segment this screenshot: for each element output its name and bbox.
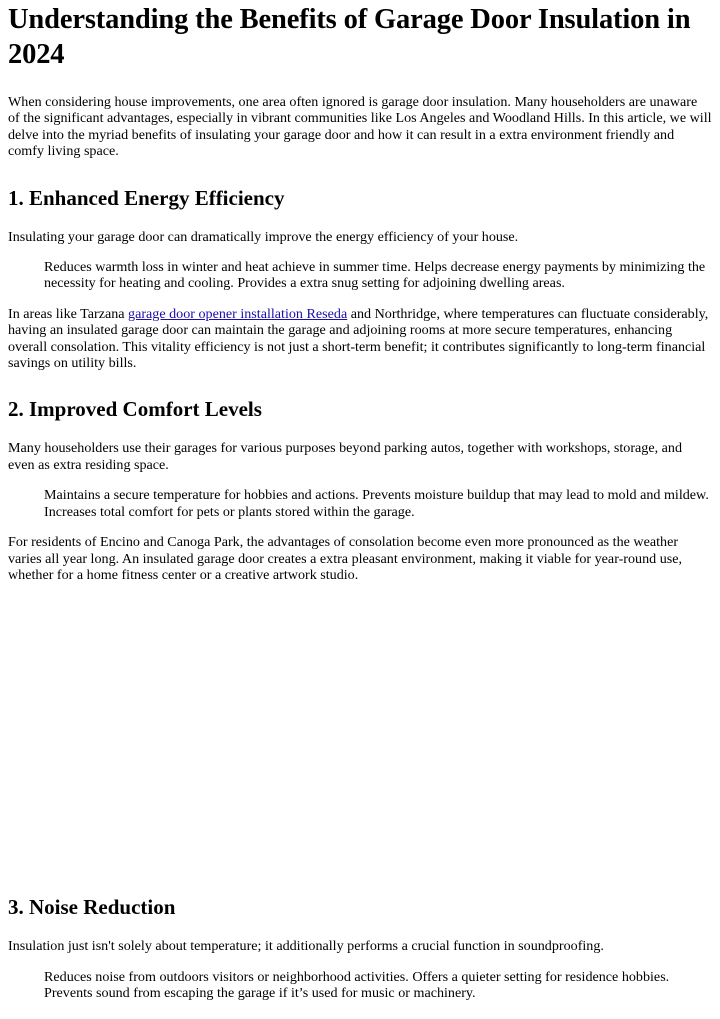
section-heading-energy-efficiency: 1. Enhanced Energy Efficiency [8, 185, 285, 210]
article [0, 2, 720, 1002]
section-lead: Insulation just isn't solely about temperature; it additionally performs a crucial function in soundproofing. [8, 938, 604, 955]
section-body: For residents of Encino and Canoga Park, the advantages of consolation become even more pronounced as the weather varies all year long. An insulated garage door creates a extra pleasant environment, making it viable for year-round use, whether for a home fitness center or a creative artwork studio. [8, 534, 683, 583]
body-text-before-link: In areas like Tarzana [8, 305, 129, 322]
section-heading-comfort: 2. Improved Comfort Levels [8, 397, 262, 422]
article-title: Understanding the Benefits of Garage Door Insulation in 2024 [8, 4, 691, 70]
section-quote: Reduces warmth loss in winter and heat achieve in summer time. Helps decrease energy payments by minimizing the necessity for heating and cooling. Provides a extra snug setting for adjoining dwelling areas. [44, 259, 706, 292]
intro-paragraph: When considering house improvements, one area often ignored is garage door insulation. Many householders are unaware of the significant advantages, especially in vibrant communities like Los Angeles and Woodland Hills. In this article, we will delve into the myriad benefits of insulating your garage door and how it can result in a extra environment friendly and comfy living space. [8, 94, 712, 160]
section-quote: Reduces noise from outdoors visitors or neighborhood activities. Offers a quieter setting for residence hobbies. Prevents sound from escaping the garage if it’s used for music or machinery. [44, 968, 670, 1002]
section-lead: Insulating your garage door can dramatically improve the energy efficiency of your house. [8, 228, 519, 245]
section-lead: Many householders use their garages for various purposes beyond parking autos, together with workshops, storage, and even as extra residing space. [8, 440, 683, 473]
body-text-after-link: and Northridge, where temperatures can fluctuate considerably, having an insulated garage door can maintain the garage and adjoining rooms at more secure temperatures, enhancing overall consolation. This vitality efficiency is not just a short-term benefit; it contributes significantly to long-term financial savings on utility bills. [8, 305, 709, 372]
section-body [8, 306, 712, 372]
section-quote: Maintains a secure temperature for hobbies and actions. Prevents moisture buildup that may lead to mold and mildew. Increases total comfort for pets or plants stored within the garage. [44, 487, 709, 520]
section-heading-noise-reduction: 3. Noise Reduction [8, 895, 176, 920]
blank-space [8, 583, 712, 894]
garage-door-opener-link[interactable]: garage door opener installation Reseda [128, 305, 348, 322]
